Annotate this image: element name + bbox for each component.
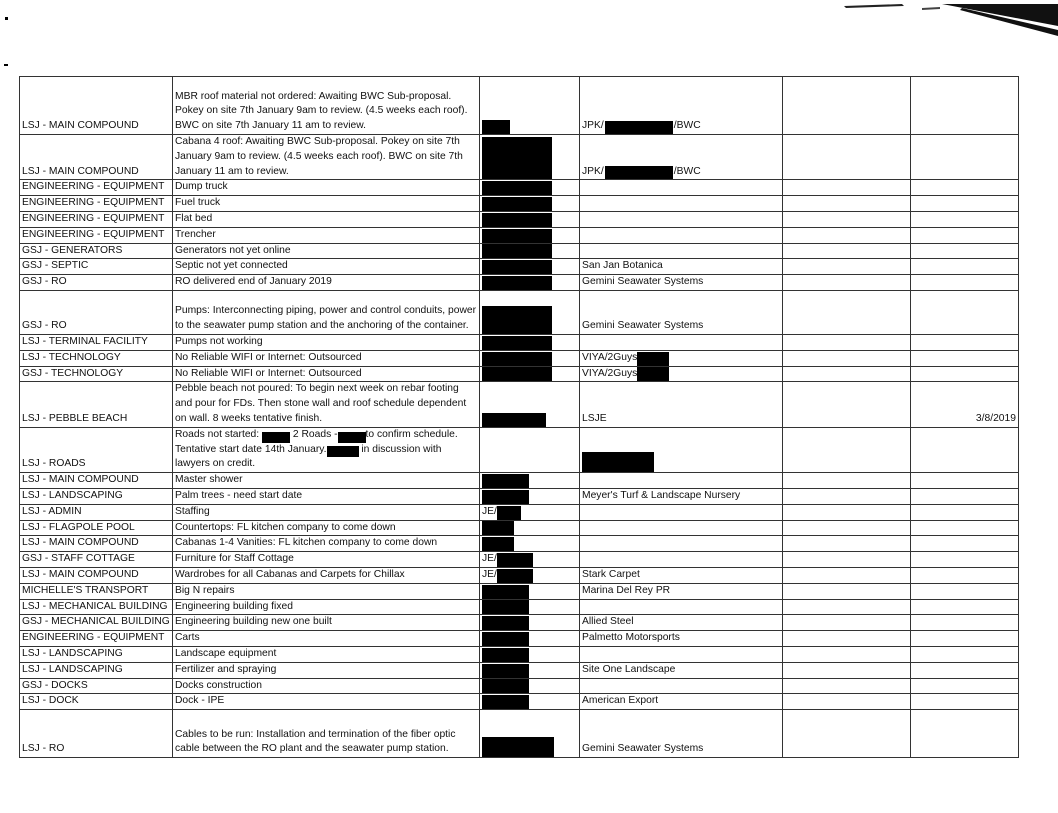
description-part: in discussion with lawyers on credit. xyxy=(175,443,442,470)
description-cell: Palm trees - need start date xyxy=(173,488,480,504)
area-cell: LSJ - MAIN COMPOUND xyxy=(20,135,173,180)
table-row xyxy=(20,211,1019,227)
table-row xyxy=(20,520,1019,536)
description-cell: Engineering building fixed xyxy=(173,599,480,615)
vendor-prefix: JPK/ xyxy=(582,165,604,177)
owner-cell xyxy=(480,504,580,520)
empty-cell xyxy=(783,259,911,275)
vendor-cell xyxy=(580,243,783,259)
area-cell: GSJ - GENERATORS xyxy=(20,243,173,259)
redaction-block xyxy=(637,352,669,366)
vendor-cell xyxy=(580,196,783,212)
redaction-block xyxy=(605,166,673,179)
table-row xyxy=(20,678,1019,694)
redaction-block xyxy=(327,446,359,457)
vendor-cell xyxy=(580,678,783,694)
empty-cell xyxy=(783,427,911,472)
empty-cell xyxy=(783,180,911,196)
date-cell xyxy=(911,615,1019,631)
vendor-cell xyxy=(580,211,783,227)
redaction-block xyxy=(482,120,510,134)
empty-cell xyxy=(783,135,911,180)
table-row xyxy=(20,350,1019,366)
description-part: Roads not started: xyxy=(175,428,260,440)
owner-cell xyxy=(480,678,580,694)
table-row xyxy=(20,382,1019,427)
empty-cell xyxy=(783,520,911,536)
redaction-block xyxy=(482,244,552,258)
date-cell xyxy=(911,710,1019,758)
vendor-cell xyxy=(580,552,783,568)
description-part: 2 Roads - xyxy=(292,428,338,440)
area-cell: GSJ - RO xyxy=(20,290,173,334)
area-cell: LSJ - DOCK xyxy=(20,694,173,710)
area-cell: ENGINEERING - EQUIPMENT xyxy=(20,227,173,243)
date-cell xyxy=(911,520,1019,536)
description-cell: No Reliable WIFI or Internet: Outsourced xyxy=(173,366,480,382)
date-cell xyxy=(911,334,1019,350)
vendor-suffix: /BWC xyxy=(673,165,701,177)
description-cell: Septic not yet connected xyxy=(173,259,480,275)
vendor-cell xyxy=(580,473,783,489)
empty-cell xyxy=(783,77,911,135)
table-row xyxy=(20,227,1019,243)
description-cell: No Reliable WIFI or Internet: Outsourced xyxy=(173,350,480,366)
redaction-block xyxy=(482,137,552,179)
empty-cell xyxy=(783,646,911,662)
area-cell: LSJ - MAIN COMPOUND xyxy=(20,567,173,583)
redaction-block xyxy=(482,648,529,662)
redaction-block xyxy=(482,632,529,646)
redaction-block xyxy=(482,585,529,599)
owner-cell xyxy=(480,662,580,678)
description-cell: Master shower xyxy=(173,473,480,489)
owner-prefix: JE/ xyxy=(482,568,497,580)
description-cell: Landscape equipment xyxy=(173,646,480,662)
redaction-block xyxy=(482,229,552,243)
area-cell: LSJ - ADMIN xyxy=(20,504,173,520)
redaction-block xyxy=(482,352,552,366)
vendor-cell: Stark Carpet xyxy=(580,567,783,583)
description-cell: Pumps: Interconnecting piping, power and control conduits, power to the seawater pump station and the anchoring of the container. xyxy=(173,290,480,334)
table-row xyxy=(20,275,1019,291)
owner-cell xyxy=(480,334,580,350)
redaction-block xyxy=(497,506,521,520)
empty-cell xyxy=(783,350,911,366)
area-cell: LSJ - MAIN COMPOUND xyxy=(20,473,173,489)
table-row xyxy=(20,488,1019,504)
area-cell: ENGINEERING - EQUIPMENT xyxy=(20,211,173,227)
owner-prefix: JE/ xyxy=(482,553,497,565)
date-cell xyxy=(911,77,1019,135)
table-row xyxy=(20,259,1019,275)
owner-cell xyxy=(480,211,580,227)
empty-cell xyxy=(783,196,911,212)
owner-prefix: JE/ xyxy=(482,505,497,517)
date-cell xyxy=(911,275,1019,291)
description-cell: Fertilizer and spraying xyxy=(173,662,480,678)
redaction-block xyxy=(482,413,546,427)
empty-cell xyxy=(783,615,911,631)
vendor-cell xyxy=(580,504,783,520)
area-cell: LSJ - TERMINAL FACILITY xyxy=(20,334,173,350)
redaction-block xyxy=(482,336,552,350)
redaction-block xyxy=(605,121,673,134)
date-cell xyxy=(911,180,1019,196)
date-cell xyxy=(911,473,1019,489)
area-cell: LSJ - PEBBLE BEACH xyxy=(20,382,173,427)
description-cell: Carts xyxy=(173,631,480,647)
owner-cell xyxy=(480,196,580,212)
owner-cell xyxy=(480,382,580,427)
empty-cell xyxy=(783,504,911,520)
date-cell xyxy=(911,552,1019,568)
vendor-cell: Meyer's Turf & Landscape Nursery xyxy=(580,488,783,504)
description-cell: Wardrobes for all Cabanas and Carpets for Chillax xyxy=(173,567,480,583)
vendor-suffix: /BWC xyxy=(673,120,701,132)
date-cell xyxy=(911,366,1019,382)
description-cell xyxy=(173,427,480,472)
status-table xyxy=(19,76,1019,758)
vendor-cell xyxy=(580,135,783,180)
owner-cell xyxy=(480,350,580,366)
owner-cell xyxy=(480,473,580,489)
empty-cell xyxy=(783,211,911,227)
redaction-block xyxy=(482,306,552,334)
owner-cell xyxy=(480,227,580,243)
date-cell xyxy=(911,599,1019,615)
area-cell: ENGINEERING - EQUIPMENT xyxy=(20,196,173,212)
area-cell: GSJ - SEPTIC xyxy=(20,259,173,275)
date-cell xyxy=(911,694,1019,710)
redaction-block xyxy=(482,260,552,274)
description-cell: Trencher xyxy=(173,227,480,243)
empty-cell xyxy=(783,366,911,382)
redaction-block xyxy=(582,452,654,472)
description-cell: Pumps not working xyxy=(173,334,480,350)
date-cell xyxy=(911,196,1019,212)
vendor-name: VIYA/2Guys xyxy=(582,367,638,379)
vendor-cell xyxy=(580,520,783,536)
vendor-cell xyxy=(580,77,783,135)
date-cell xyxy=(911,227,1019,243)
date-cell xyxy=(911,211,1019,227)
date-cell xyxy=(911,135,1019,180)
empty-cell xyxy=(783,552,911,568)
description-cell: Pebble beach not poured: To begin next week on rebar footing and pour for FDs. Then stone wall and roof schedule dependent on wall. 8 weeks tentative finish. xyxy=(173,382,480,427)
empty-cell xyxy=(783,290,911,334)
description-cell: Engineering building new one built xyxy=(173,615,480,631)
area-cell: GSJ - TECHNOLOGY xyxy=(20,366,173,382)
table-row xyxy=(20,504,1019,520)
date-cell xyxy=(911,631,1019,647)
empty-cell xyxy=(783,599,911,615)
description-cell: MBR roof material not ordered: Awaiting BWC Sub-proposal. Pokey on site 7th January 9am to review. (4.5 weeks each roof). BWC on site 7th January 11 am to review. xyxy=(173,77,480,135)
area-cell: LSJ - LANDSCAPING xyxy=(20,646,173,662)
empty-cell xyxy=(783,488,911,504)
area-cell: GSJ - STAFF COTTAGE xyxy=(20,552,173,568)
owner-cell xyxy=(480,366,580,382)
empty-cell xyxy=(783,583,911,599)
date-cell xyxy=(911,583,1019,599)
area-cell: LSJ - FLAGPOLE POOL xyxy=(20,520,173,536)
area-cell: LSJ - LANDSCAPING xyxy=(20,662,173,678)
vendor-cell xyxy=(580,227,783,243)
area-cell: ENGINEERING - EQUIPMENT xyxy=(20,631,173,647)
table-row xyxy=(20,567,1019,583)
table-row xyxy=(20,710,1019,758)
date-cell xyxy=(911,646,1019,662)
date-cell xyxy=(911,259,1019,275)
vendor-cell: LSJE xyxy=(580,382,783,427)
vendor-name: VIYA/2Guys xyxy=(582,351,638,363)
vendor-cell: Allied Steel xyxy=(580,615,783,631)
redaction-block xyxy=(482,181,552,195)
description-cell: Staffing xyxy=(173,504,480,520)
table-row xyxy=(20,615,1019,631)
description-cell: Dock - IPE xyxy=(173,694,480,710)
empty-cell xyxy=(783,710,911,758)
owner-cell xyxy=(480,520,580,536)
vendor-cell: American Export xyxy=(580,694,783,710)
owner-cell xyxy=(480,427,580,472)
vendor-cell xyxy=(580,646,783,662)
area-cell: LSJ - MAIN COMPOUND xyxy=(20,77,173,135)
empty-cell xyxy=(783,678,911,694)
vendor-cell: Marina Del Rey PR xyxy=(580,583,783,599)
date-cell xyxy=(911,567,1019,583)
vendor-cell xyxy=(580,180,783,196)
vendor-cell xyxy=(580,350,783,366)
table-row xyxy=(20,536,1019,552)
vendor-cell xyxy=(580,334,783,350)
date-cell xyxy=(911,243,1019,259)
area-cell: LSJ - LANDSCAPING xyxy=(20,488,173,504)
area-cell: LSJ - MECHANICAL BUILDING xyxy=(20,599,173,615)
empty-cell xyxy=(783,473,911,489)
owner-cell xyxy=(480,290,580,334)
table-row xyxy=(20,552,1019,568)
date-cell: 3/8/2019 xyxy=(911,382,1019,427)
redaction-block xyxy=(338,432,366,443)
redaction-block xyxy=(482,276,552,290)
description-cell: Generators not yet online xyxy=(173,243,480,259)
description-cell: Cabanas 1-4 Vanities: FL kitchen company to come down xyxy=(173,536,480,552)
table-row xyxy=(20,196,1019,212)
vendor-cell: Site One Landscape xyxy=(580,662,783,678)
table-row xyxy=(20,473,1019,489)
vendor-cell xyxy=(580,427,783,472)
area-cell: LSJ - RO xyxy=(20,710,173,758)
description-cell: Countertops: FL kitchen company to come down xyxy=(173,520,480,536)
vendor-cell: Gemini Seawater Systems xyxy=(580,290,783,334)
description-cell: Docks construction xyxy=(173,678,480,694)
empty-cell xyxy=(783,662,911,678)
redaction-block xyxy=(497,553,533,567)
scan-speck xyxy=(5,17,8,20)
redaction-block xyxy=(482,664,529,678)
date-cell xyxy=(911,504,1019,520)
owner-cell xyxy=(480,135,580,180)
owner-cell xyxy=(480,710,580,758)
area-cell: LSJ - MAIN COMPOUND xyxy=(20,536,173,552)
redaction-block xyxy=(482,737,554,757)
area-cell: LSJ - ROADS xyxy=(20,427,173,472)
owner-cell xyxy=(480,180,580,196)
vendor-cell xyxy=(580,599,783,615)
owner-cell xyxy=(480,646,580,662)
description-cell: Cables to be run: Installation and termination of the fiber optic cable between the RO plant and the seawater pump station. xyxy=(173,710,480,758)
redaction-block xyxy=(482,537,514,551)
empty-cell xyxy=(783,694,911,710)
date-cell xyxy=(911,678,1019,694)
redaction-block xyxy=(637,367,669,381)
owner-cell xyxy=(480,694,580,710)
date-cell xyxy=(911,290,1019,334)
table-row xyxy=(20,77,1019,135)
owner-cell xyxy=(480,615,580,631)
empty-cell xyxy=(783,334,911,350)
date-cell xyxy=(911,536,1019,552)
redaction-block xyxy=(482,490,529,504)
table-row xyxy=(20,694,1019,710)
area-cell: GSJ - DOCKS xyxy=(20,678,173,694)
scan-edge-marks xyxy=(842,0,1058,40)
description-part: to confirm schedule. Tentative start date 14th January. xyxy=(175,428,458,455)
redaction-block xyxy=(497,569,533,583)
redaction-block xyxy=(482,600,529,614)
table-row xyxy=(20,662,1019,678)
owner-cell xyxy=(480,243,580,259)
vendor-prefix: JPK/ xyxy=(582,120,604,132)
owner-cell xyxy=(480,536,580,552)
owner-cell xyxy=(480,77,580,135)
empty-cell xyxy=(783,631,911,647)
empty-cell xyxy=(783,382,911,427)
vendor-cell xyxy=(580,366,783,382)
table-row xyxy=(20,290,1019,334)
redaction-block xyxy=(482,367,552,381)
empty-cell xyxy=(783,567,911,583)
description-cell: Cabana 4 roof: Awaiting BWC Sub-proposal. Pokey on site 7th January 9am to review. (4.5 weeks each roof). BWC on site 7th January 11 am to review. xyxy=(173,135,480,180)
redaction-block xyxy=(482,695,529,709)
table-row xyxy=(20,366,1019,382)
date-cell xyxy=(911,350,1019,366)
vendor-cell: Palmetto Motorsports xyxy=(580,631,783,647)
redaction-block xyxy=(482,679,529,693)
area-cell: MICHELLE'S TRANSPORT xyxy=(20,583,173,599)
owner-cell xyxy=(480,599,580,615)
vendor-cell: San Jan Botanica xyxy=(580,259,783,275)
area-cell: GSJ - MECHANICAL BUILDING xyxy=(20,615,173,631)
owner-cell xyxy=(480,488,580,504)
date-cell xyxy=(911,662,1019,678)
description-cell: Dump truck xyxy=(173,180,480,196)
empty-cell xyxy=(783,536,911,552)
redaction-block xyxy=(262,432,290,443)
owner-cell xyxy=(480,583,580,599)
area-cell: LSJ - TECHNOLOGY xyxy=(20,350,173,366)
table-row xyxy=(20,631,1019,647)
vendor-cell xyxy=(580,536,783,552)
scan-speck xyxy=(4,64,8,66)
empty-cell xyxy=(783,227,911,243)
area-cell: ENGINEERING - EQUIPMENT xyxy=(20,180,173,196)
table-row xyxy=(20,180,1019,196)
table-row xyxy=(20,334,1019,350)
empty-cell xyxy=(783,243,911,259)
vendor-cell: Gemini Seawater Systems xyxy=(580,710,783,758)
redaction-block xyxy=(482,474,529,488)
description-cell: Fuel truck xyxy=(173,196,480,212)
table-row xyxy=(20,599,1019,615)
table-row xyxy=(20,583,1019,599)
description-cell: Big N repairs xyxy=(173,583,480,599)
owner-cell xyxy=(480,631,580,647)
owner-cell xyxy=(480,275,580,291)
date-cell xyxy=(911,488,1019,504)
owner-cell xyxy=(480,552,580,568)
owner-cell xyxy=(480,567,580,583)
redaction-block xyxy=(482,213,552,227)
vendor-cell: Gemini Seawater Systems xyxy=(580,275,783,291)
description-cell: Flat bed xyxy=(173,211,480,227)
table-row xyxy=(20,427,1019,472)
table-row xyxy=(20,243,1019,259)
area-cell: GSJ - RO xyxy=(20,275,173,291)
description-cell: Furniture for Staff Cottage xyxy=(173,552,480,568)
empty-cell xyxy=(783,275,911,291)
description-cell: RO delivered end of January 2019 xyxy=(173,275,480,291)
redaction-block xyxy=(482,197,552,211)
table-row xyxy=(20,646,1019,662)
owner-cell xyxy=(480,259,580,275)
date-cell xyxy=(911,427,1019,472)
table-row xyxy=(20,135,1019,180)
redaction-block xyxy=(482,616,529,630)
redaction-block xyxy=(482,521,514,535)
